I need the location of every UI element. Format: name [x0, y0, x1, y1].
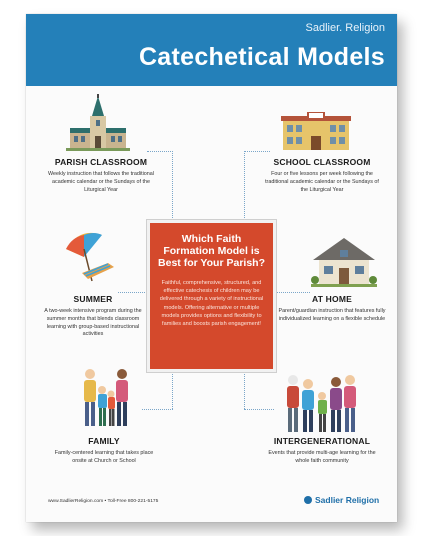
connector [244, 151, 245, 220]
multigenerational-family-icon [284, 372, 358, 434]
section-title: AT HOME [312, 294, 352, 304]
section-description: Parent/guardian instruction that features fully individualized learning on a flexible schedule [278, 308, 386, 322]
section-family [48, 436, 160, 466]
section-school-classroom [263, 157, 381, 194]
connector [244, 151, 270, 152]
connector [172, 369, 173, 409]
center-body: Faithful, comprehensive, structured, and effective catechesis of children may be delivered through a variety of instructional models. Offering alternative or multiple models provides options and flexibility to families and boosts parish engagement! [159, 280, 264, 328]
connector [118, 292, 147, 293]
section-description: Weekly instruction that follows the traditional academic calendar or the Sundays of the Liturgical Year [48, 171, 154, 193]
church-icon [66, 94, 130, 154]
section-description: Events that provide multi-age learning for the whole faith community [268, 450, 376, 464]
section-intergenerational [266, 436, 378, 466]
section-title: FAMILY [88, 436, 120, 446]
connector [142, 409, 173, 410]
page-title: Catechetical Models [138, 43, 385, 71]
connector [172, 151, 173, 220]
section-parish-classroom [46, 157, 156, 194]
beach-umbrella-icon [62, 227, 118, 289]
brand-label: Sadlier. Religion [305, 22, 385, 34]
connector [147, 151, 173, 152]
connector [274, 292, 310, 293]
section-description: Four or five lessons per week following the traditional academic calendar or the Sundays of the Liturgical Year [265, 171, 379, 193]
section-title: SUMMER [73, 294, 113, 304]
footer-logo-mark-icon [304, 496, 312, 504]
connector [244, 409, 274, 410]
center-title: Which Faith Formation Model is Best for Your Parish? [158, 233, 265, 269]
section-title: PARISH CLASSROOM [54, 157, 148, 167]
section-title: INTERGENERATIONAL [273, 436, 371, 446]
section-description: A two-week intensive program during the summer months that blends classroom learning with group-based instructional activities [44, 308, 142, 338]
section-summer [40, 294, 146, 339]
header-banner [26, 14, 397, 86]
section-description: Family-centered learning that takes place onsite at Church or School [54, 450, 154, 464]
center-callout [147, 220, 276, 372]
section-at-home [276, 294, 388, 324]
poster-sheet [26, 14, 397, 522]
house-icon [311, 236, 377, 288]
connector [244, 369, 245, 409]
section-title: SCHOOL CLASSROOM [273, 157, 371, 167]
family-icon [78, 366, 134, 430]
footer-contact: www.SadlierReligion.com • Toll-Free 800-221-5175 [48, 499, 159, 504]
footer-logo: Sadlier Religion [304, 495, 379, 505]
school-icon [281, 110, 351, 152]
